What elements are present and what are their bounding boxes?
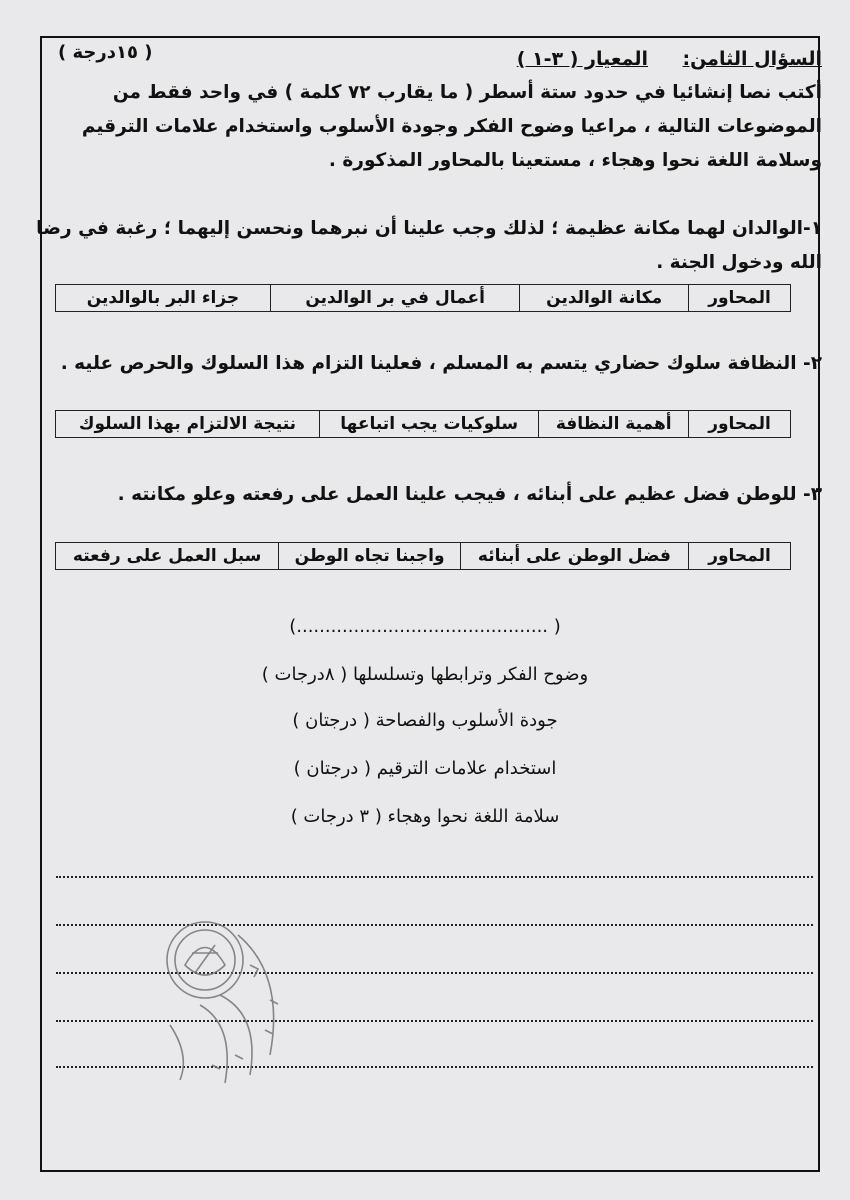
- axes-label: المحاور: [689, 543, 791, 570]
- topic-1-line: الله ودخول الجنة .: [656, 252, 822, 273]
- axes-label: المحاور: [689, 285, 791, 312]
- axis-cell: مكانة الوالدين: [520, 285, 689, 312]
- writing-line: [56, 876, 813, 878]
- axis-cell: أعمال في بر الوالدين: [270, 285, 519, 312]
- topic-1-text: [36, 212, 822, 280]
- topic-3-axes-table: [55, 542, 791, 570]
- axis-cell: جزاء البر بالوالدين: [56, 285, 271, 312]
- intro-line: وسلامة اللغة نحوا وهجاء ، مستعينا بالمحاور المذكورة .: [328, 150, 822, 171]
- topic-1-axes-table: [55, 284, 791, 312]
- standard-label: المعيار ( ٣-١ ): [516, 48, 648, 70]
- axis-cell: نتيجة الالتزام بهذا السلوك: [56, 411, 320, 438]
- topic-1-line: ١-الوالدان لهما مكانة عظيمة ؛ لذلك وجب علينا أن نبرهما ونحسن إليهما ؛ رغبة في رضا: [36, 218, 822, 239]
- rubric-item: سلامة اللغة نحوا وهجاء ( ٣ درجات ): [290, 806, 560, 827]
- grade-label: ( ١٥درجة ): [58, 42, 153, 63]
- axis-cell: سلوكيات يجب اتباعها: [319, 411, 539, 438]
- official-stamp: [150, 905, 320, 1090]
- rubric-item: وضوح الفكر وترابطها وتسلسلها ( ٨درجات ): [261, 664, 589, 685]
- axes-label: المحاور: [689, 411, 791, 438]
- axis-cell: فضل الوطن على أبنائه: [460, 543, 688, 570]
- topic-2-text: [61, 347, 822, 381]
- intro-line: أكتب نصا إنشائيا في حدود ستة أسطر ( ما يقارب ٧٢ كلمة ) في واحد فقط من: [112, 82, 822, 103]
- axis-cell: سبل العمل على رفعته: [56, 543, 279, 570]
- intro-line: الموضوعات التالية ، مراعيا وضوح الفكر وجودة الأسلوب واستخدام علامات الترقيم: [81, 116, 822, 137]
- axis-cell: واجبنا تجاه الوطن: [279, 543, 460, 570]
- rubric-item: استخدام علامات الترقيم ( درجتان ): [293, 758, 557, 779]
- topic-2-line: ٢- النظافة سلوك حضاري يتسم به المسلم ، فعلينا التزام هذا السلوك والحرص عليه .: [60, 353, 822, 374]
- topic-2-axes-table: [55, 410, 791, 438]
- question-title: السؤال الثامن:: [682, 48, 822, 70]
- title-placeholder: ( ............................................): [289, 616, 561, 637]
- axis-cell: أهمية النظافة: [539, 411, 689, 438]
- intro-instructions: [52, 76, 822, 178]
- topic-3-text: [118, 478, 822, 512]
- topic-3-line: ٣- للوطن فضل عظيم على أبنائه ، فيجب علينا العمل على رفعته وعلو مكانته .: [117, 484, 822, 505]
- rubric-item: جودة الأسلوب والفصاحة ( درجتان ): [292, 710, 558, 731]
